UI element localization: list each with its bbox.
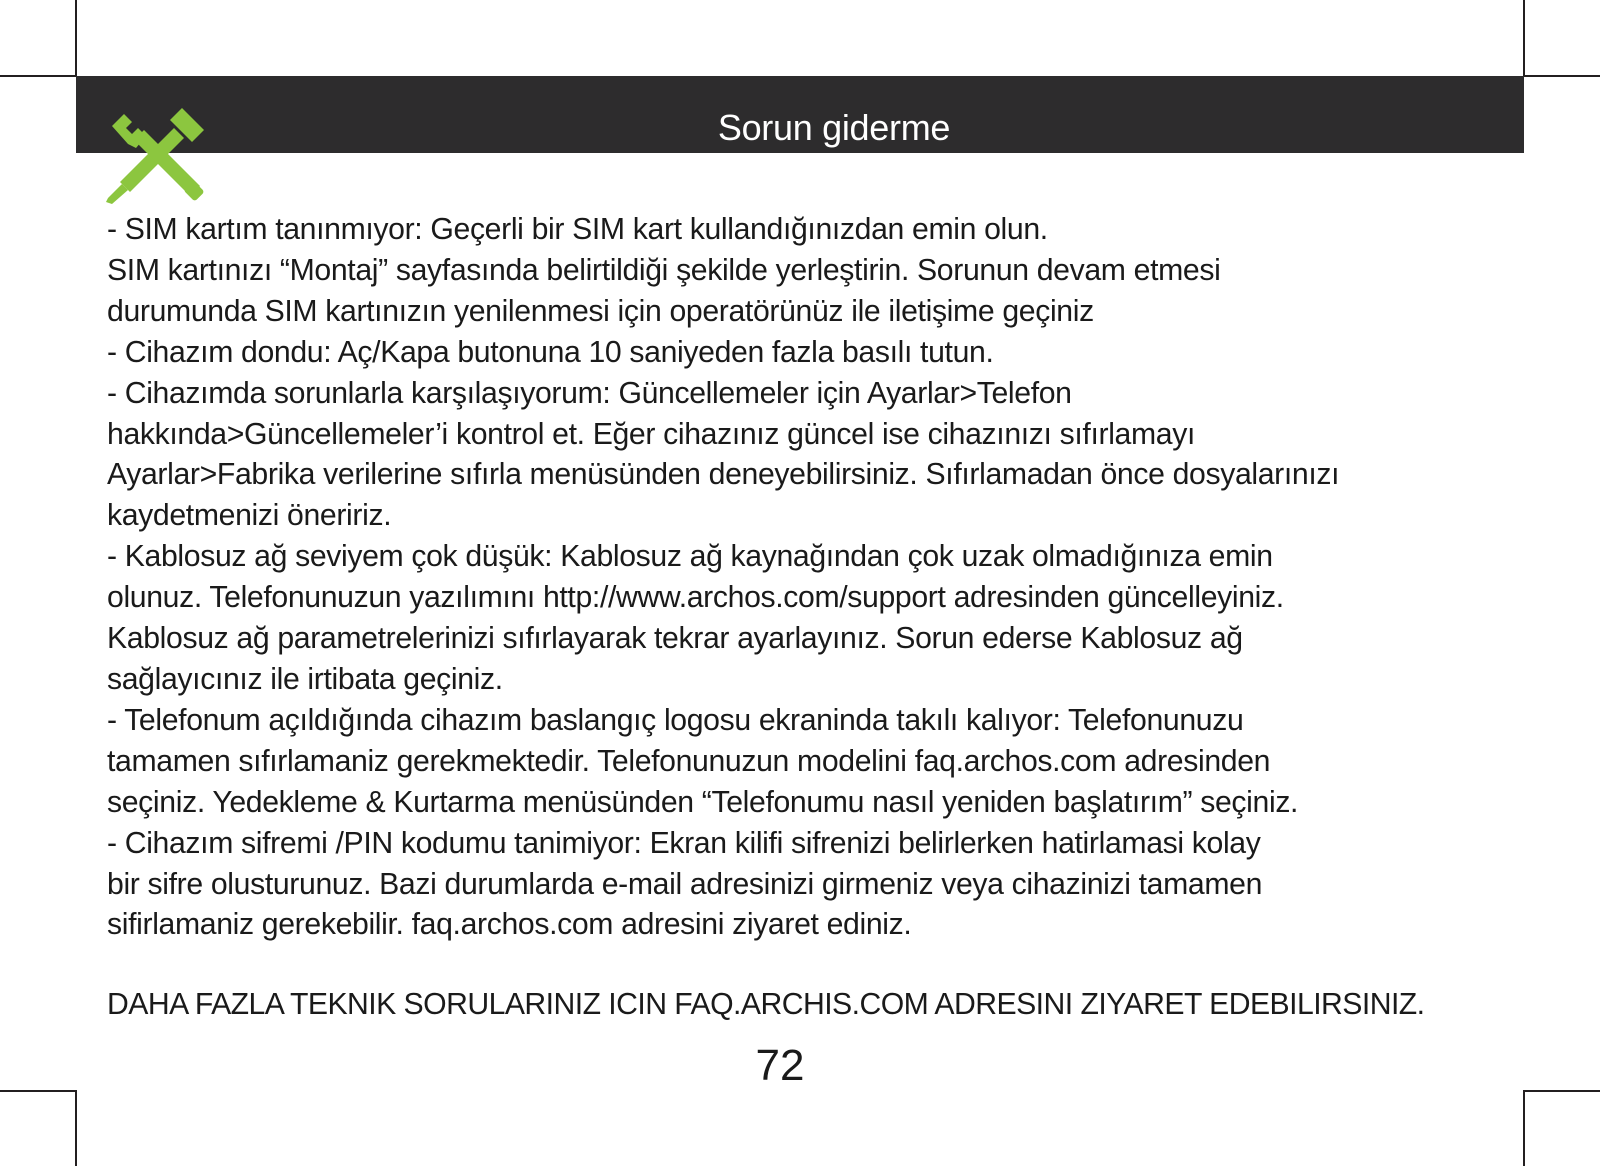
crop-mark-top-left-horizontal: [0, 75, 76, 77]
section-header-bar: [76, 76, 1524, 153]
paragraph-pin-forgotten: - Cihazım sifremi /PIN kodumu tanimiyor: Ekran kilifi sifrenizi belirlerken hatirlamasi kolay bir sifre olusturunuz. Bazi durumlarda e-mail adresinizi girmeniz veya cihazinizi tamamen sifirlamaniz gerekebilir. faq.archos.com adresini ziyaret ediniz.: [107, 826, 1263, 942]
crop-mark-bottom-left-vertical: [75, 1090, 77, 1166]
paragraph-boot-logo-stuck: - Telefonum açıldığında cihazım baslangıç logosu ekraninda takılı kalıyor: Telefonunuzu tamamen sıfırlamaniz gerekmektedir. Telefonunuzun modelini faq.archos.com adresinden seçiniz. Yedekleme & Kurtarma menüsünden “Telefonumu nasıl yeniden başlatırım” seçiniz.: [107, 703, 1299, 819]
paragraph-wifi-low: - Kablosuz ağ seviyem çok düşük: Kablosuz ağ kaynağından çok uzak olmadığınıza emin olunuz. Telefonunuzun yazılımını http://www.archos.com/support adresinden güncelleyiniz. Kablosuz ağ parametrelerinizi sıfırlayarak tekrar ayarlayınız. Sorun ederse Kablosuz ağ sağlayıcınız ile irtibata geçiniz.: [107, 540, 1284, 696]
paragraph-sim-card: - SIM kartım tanınmıyor: Geçerli bir SIM kart kullandığınızdan emin olun. SIM kartınızı “Montaj” sayfasında belirtildiği şekilde yerleştirin. Sorunun devam etmesi durumunda SIM kartınızın yenilenmesi için operatörünüz ile iletişime geçiniz: [107, 213, 1221, 328]
closing-notice: DAHA FAZLA TEKNIK SORULARINIZ ICIN FAQ.ARCHIS.COM ADRESINI ZIYARET EDEBILIRSINIZ.: [107, 988, 1425, 1021]
paragraph-device-frozen: - Cihazım dondu: Aç/Kapa butonuna 10 saniyeden fazla basılı tutun.: [107, 335, 994, 369]
crop-mark-top-right-horizontal: [1523, 75, 1600, 77]
crop-mark-top-right-vertical: [1523, 0, 1525, 76]
crop-mark-top-left-vertical: [75, 0, 77, 76]
troubleshooting-content: [107, 210, 1547, 946]
tools-icon: [104, 104, 208, 208]
paragraph-device-problems: - Cihazımda sorunlarla karşılaşıyorum: Güncellemeler için Ayarlar>Telefon hakkında>Güncellemeler’i kontrol et. Eğer cihazınız güncel ise cihazınızı sıfırlamayı Ayarlar>Fabrika verilerine sıfırla menüsünden deneyebilirsiniz. Sıfırlamadan önce dosyalarınızı kaydetmenizi öneririz.: [107, 376, 1340, 533]
section-title: Sorun giderme: [717, 107, 951, 148]
page-number: 72: [755, 1041, 805, 1090]
crop-mark-bottom-right-vertical: [1523, 1090, 1525, 1166]
